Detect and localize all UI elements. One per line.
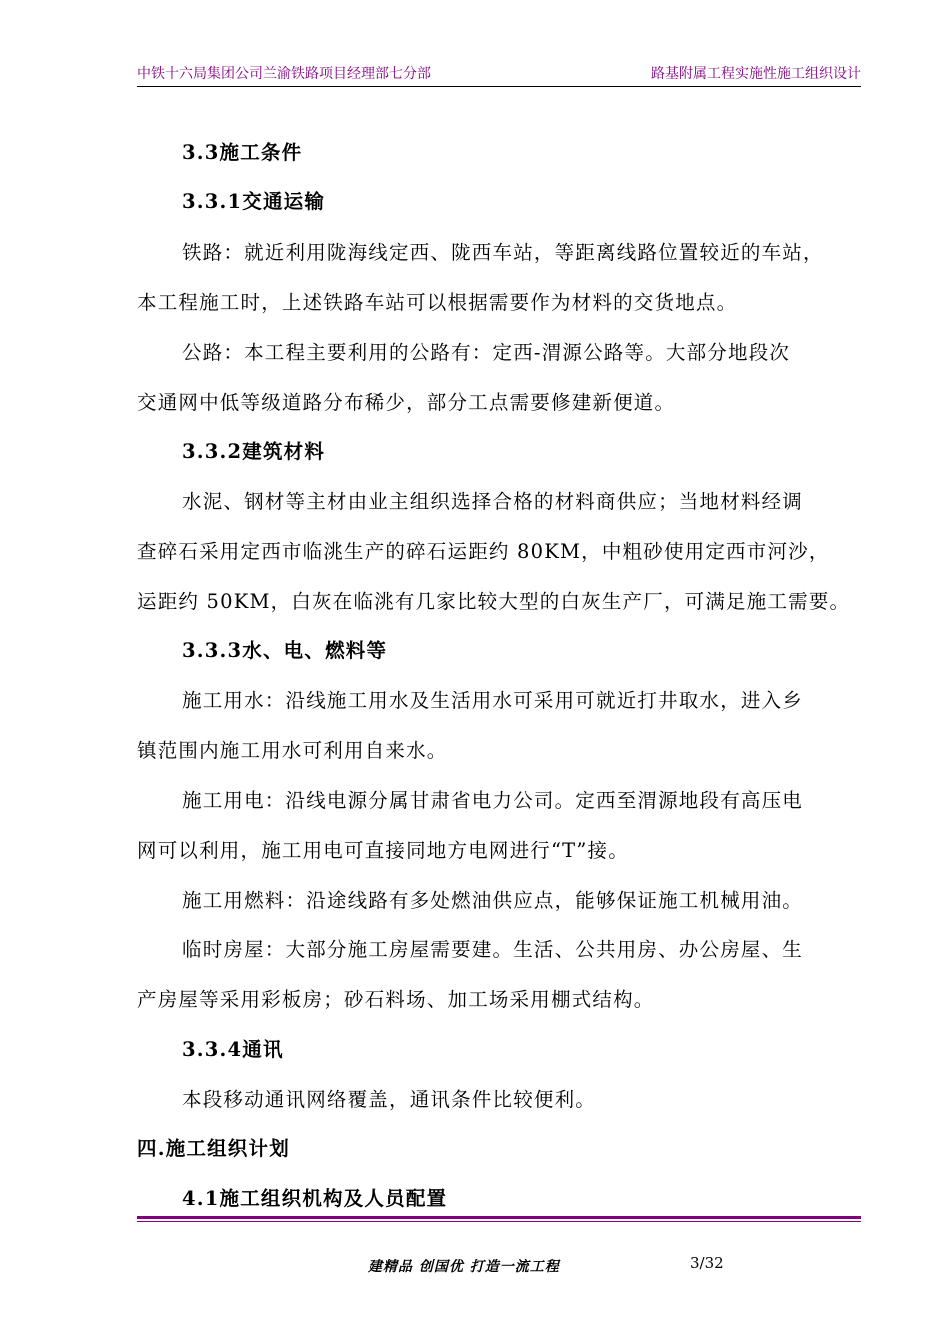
header-company: 中铁十六局集团公司兰渝铁路项目经理部七分部: [137, 66, 431, 82]
paragraph-water-line-2: 镇范围内施工用水可利用自来水。: [137, 739, 448, 762]
paragraph-housing-line-1: 临时房屋：大部分施工房屋需要建。生活、公共用房、办公房屋、生: [182, 938, 804, 961]
heading-3-3: 3.3施工条件: [182, 141, 303, 164]
paragraph-materials-line-3: 运距约 50KM，白灰在临洮有几家比较大型的白灰生产厂，可满足施工需要。: [137, 590, 851, 613]
paragraph-power-line-2: 网可以利用，施工用电可直接同地方电网进行“T”接。: [137, 839, 629, 862]
heading-3-3-1: 3.3.1交通运输: [182, 190, 326, 213]
heading-3-3-2: 3.3.2建筑材料: [182, 440, 326, 463]
paragraph-housing-line-2: 产房屋等采用彩板房；砂石料场、加工场采用棚式结构。: [137, 988, 655, 1011]
page-number: 3/32: [690, 1254, 724, 1272]
paragraph-materials-line-1: 水泥、钢材等主材由业主组织选择合格的材料商供应；当地材料经调: [182, 490, 804, 513]
heading-4: 四.施工组织计划: [137, 1137, 290, 1160]
paragraph-materials-line-2: 查碎石采用定西市临洮生产的碎石运距约 80KM，中粗砂使用定西市河沙，: [137, 540, 830, 563]
paragraph-communication-line-1: 本段移动通讯网络覆盖，通讯条件比较便利。: [182, 1088, 597, 1111]
header-document-title: 路基附属工程实施性施工组织设计: [651, 66, 861, 82]
heading-3-3-4: 3.3.4通讯: [182, 1038, 284, 1061]
footer-rule-thick: [137, 1216, 861, 1219]
paragraph-power-line-1: 施工用电：沿线电源分属甘肃省电力公司。定西至渭源地段有高压电: [182, 789, 804, 812]
paragraph-railway-line-2: 本工程施工时，上述铁路车站可以根据需要作为材料的交货地点。: [137, 291, 738, 314]
paragraph-railway-line-1: 铁路：就近利用陇海线定西、陇西车站，等距离线路位置较近的车站，: [182, 241, 824, 264]
heading-4-1: 4.1施工组织机构及人员配置: [182, 1187, 448, 1210]
paragraph-highway-line-2: 交通网中低等级道路分布稀少，部分工点需要修建新便道。: [137, 391, 676, 414]
page-header: [137, 64, 861, 87]
paragraph-highway-line-1: 公路：本工程主要利用的公路有：定西-渭源公路等。大部分地段次: [182, 341, 791, 364]
paragraph-fuel-line-1: 施工用燃料：沿途线路有多处燃油供应点，能够保证施工机械用油。: [182, 889, 804, 912]
footer-rule-thin: [137, 1221, 861, 1222]
heading-3-3-3: 3.3.3水、电、燃料等: [182, 639, 388, 662]
footer-slogan: 建精品 创国优 打造一流工程: [368, 1259, 560, 1275]
paragraph-water-line-1: 施工用水：沿线施工用水及生活用水可采用可就近打井取水，进入乡: [182, 689, 804, 712]
